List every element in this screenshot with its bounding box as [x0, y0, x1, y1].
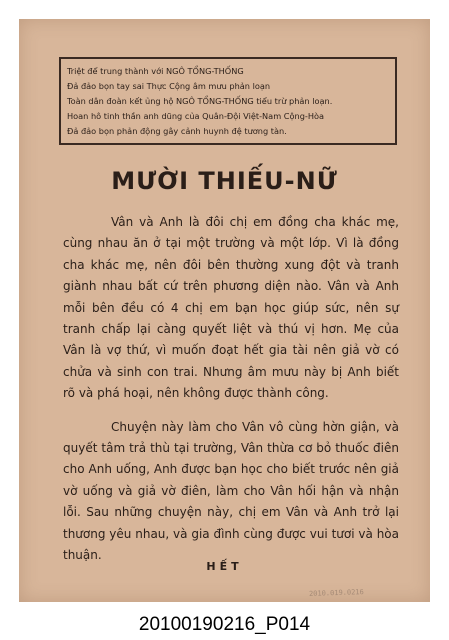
end-marker: HẾT [206, 560, 243, 573]
slogan-line-4: Hoan hô tinh thần anh dũng của Quân-Đội Việt-Nam Cộng-Hòa [67, 111, 325, 121]
leaflet-sheet [19, 19, 430, 602]
slogan-line-1: Triệt để trung thành với NGÔ TỔNG-THỐNG [67, 66, 244, 76]
story-body [63, 212, 399, 567]
image-caption: 20100190216_P014 [138, 614, 311, 635]
slogan-line-3: Toàn dân đoàn kết ủng hộ NGÔ TỔNG-THỐNG tiểu trừ phản loạn. [67, 96, 333, 106]
archive-stamp: 2010.019.0216 [308, 588, 364, 598]
slogan-banner [59, 57, 397, 145]
story-paragraph-2: Chuyện này làm cho Vân vô cùng hờn giận, và quyết tâm trả thù tại trường, Vân thừa cơ bỏ thuốc điên cho Anh uống, Anh được bạn học cho biết trước nên giả vờ uống và giả vờ điên, làm cho Vân hối hận và nhận lỗi. Sau những chuyện này, chị em Vân và Anh trở lại thương yêu nhau, và gia đình cùng được vui tươi và hòa thuận. [63, 419, 399, 563]
story-title: MƯỜI THIẾU-NỮ [111, 167, 338, 195]
story-paragraph-1: Vân và Anh là đôi chị em đồng cha khác mẹ, cùng nhau ăn ở tại một trường và một lớp. Vì là đồng cha khác mẹ, nên đôi bên thường xung đột và tranh giành nhau bất cứ trên phương diện nào. Vân và Anh mỗi bên đều có 4 chị em bạn học giúp sức, nên sự tranh chấp lại càng quyết liệt và thú vị hơn. Mẹ của Vân là vợ thứ, vì muốn đoạt hết gia tài nên giả vờ có chửa và sinh con trai. Nhưng âm mưu này bị Anh biết rõ và phá hoại, nên không được thành công. [63, 215, 399, 401]
slogan-line-5: Đả đảo bọn phản động gây cảnh huynh đệ tương tàn. [67, 126, 287, 136]
slogan-line-2: Đả đảo bọn tay sai Thực Cộng âm mưu phản loạn [67, 81, 271, 91]
